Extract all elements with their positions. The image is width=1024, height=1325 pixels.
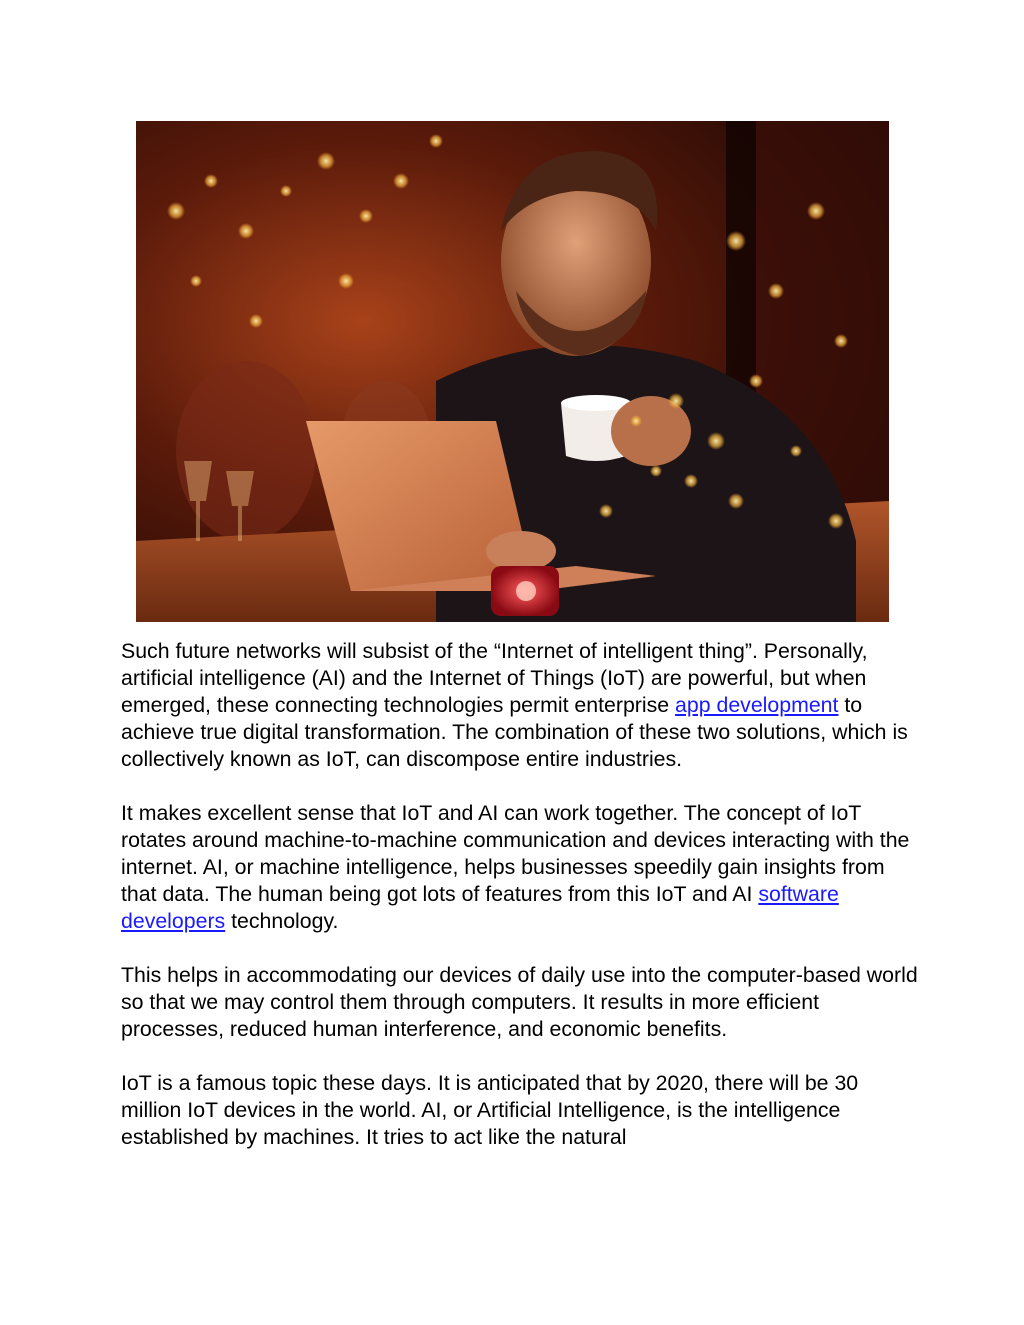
paragraph-4: IoT is a famous topic these days. It is anticipated that by 2020, there will be 30 million IoT devices in the world. AI, or Artificial Intelligence, is the intelligence established by machines. It tries to act like the natural [121,1071,859,1149]
paragraph-1-text-after: to achieve true digital transformation. The combination of these two solutions, which is collectively known as IoT, can discompose entire industries. [121,693,908,771]
paragraph-1-text-before: Such future networks will subsist of the “Internet of intelligent thing”. Personally, artificial intelligence (AI) and the Internet of Things (IoT) are powerful, but when emerged, these connecting technologies permit enterprise [121,639,868,717]
paragraph-2 [121,800,921,935]
man-with-laptop-illustration [136,121,889,622]
paragraph-1 [121,638,921,773]
paragraph-2-text-before: It makes excellent sense that IoT and AI can work together. The concept of IoT rotates around machine-to-machine communication and devices interacting with the internet. AI, or machine intelligence, helps businesses speedily gain insights from that data. The human being got lots of features from this IoT and AI [121,801,910,906]
app-development-link[interactable]: app development [675,693,839,717]
article-body [121,638,921,1178]
paragraph-2-text-after: technology. [225,909,339,933]
hero-photo [136,121,889,622]
paragraph-3: This helps in accommodating our devices of daily use into the computer-based world so that we may control them through computers. It results in more efficient processes, reduced human interference, and economic benefits. [121,963,918,1041]
software-developers-link[interactable]: software developers [121,882,839,933]
